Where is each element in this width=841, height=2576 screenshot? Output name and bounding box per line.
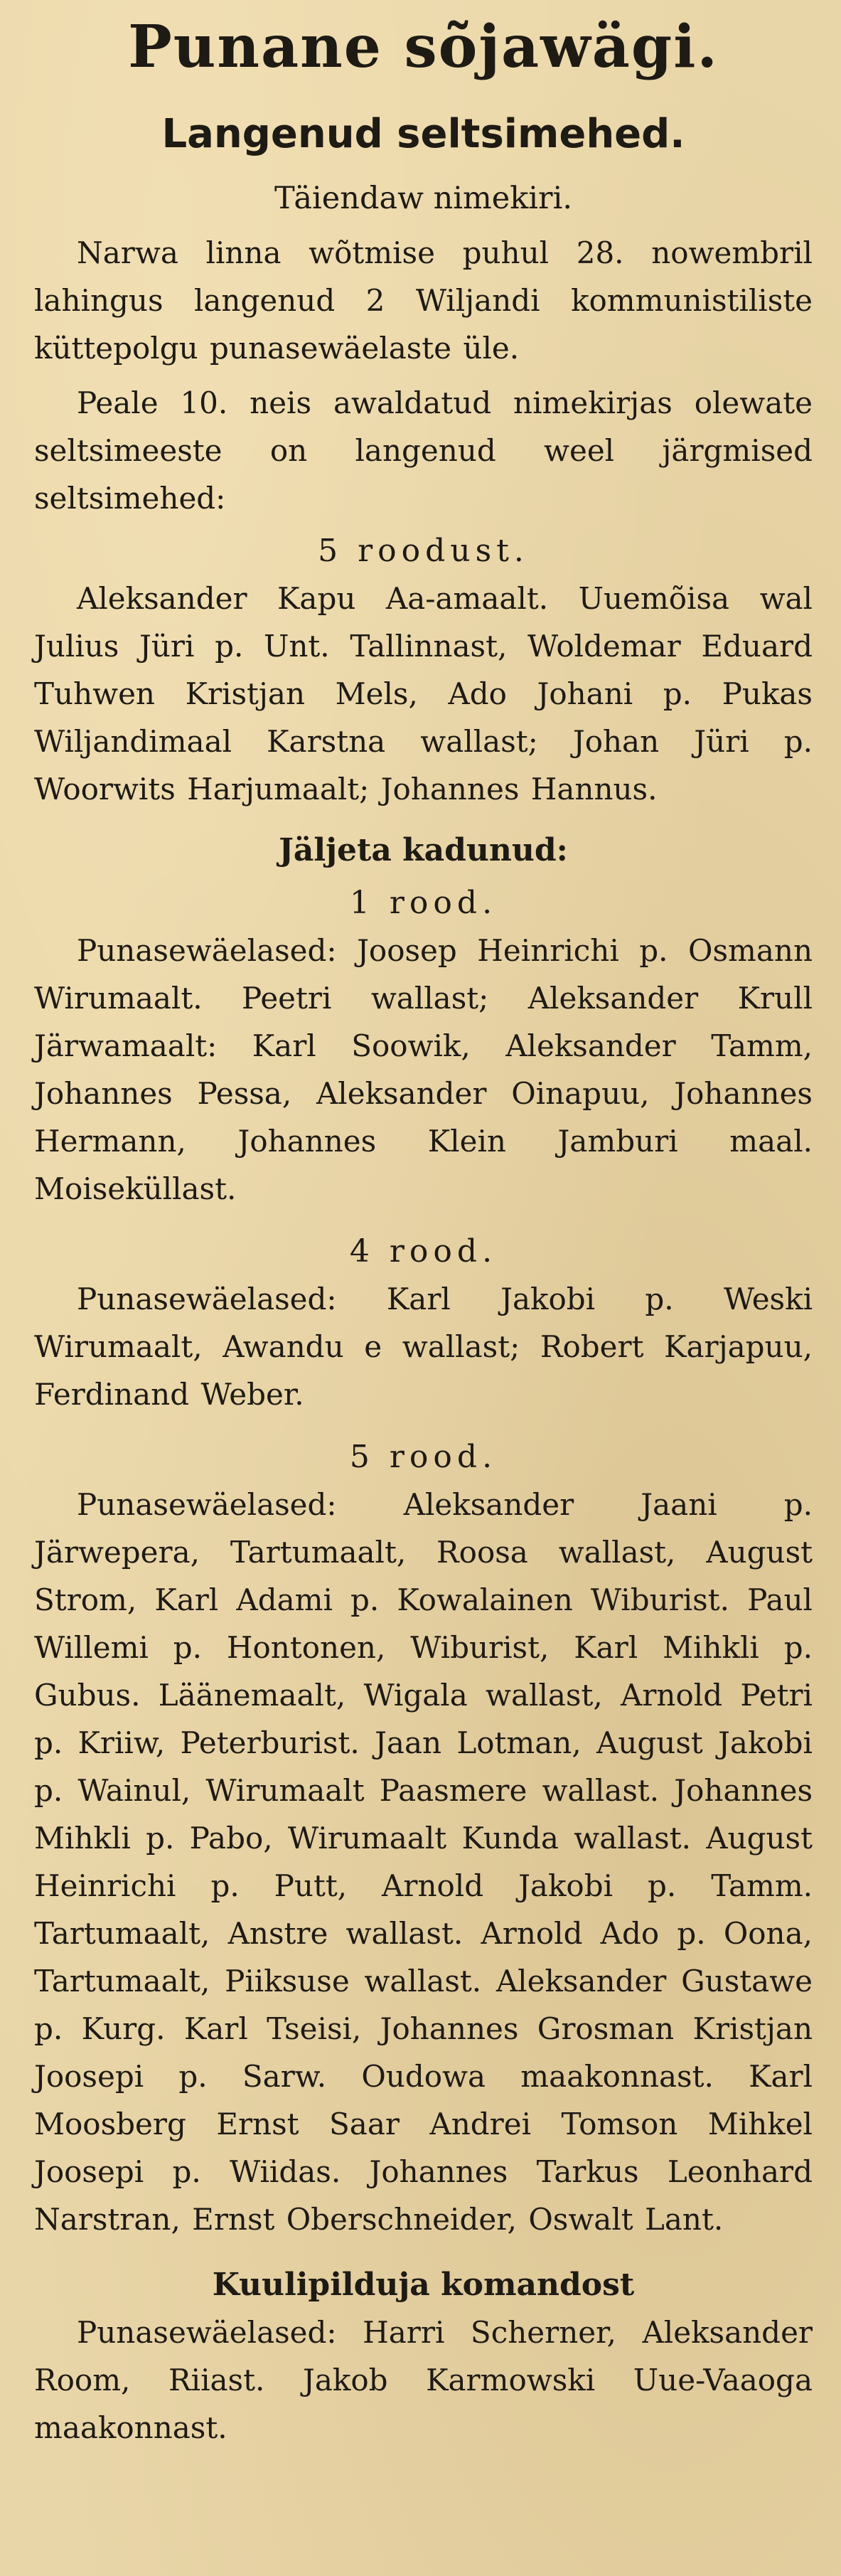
list-paragraph: Punasewäelased: Aleksander Jaani p. Järwepera, Tartumaalt, Roosa wallast, August Strom, Karl Adami p. Kowalainen Wiburist. Paul Willemi p. Hontonen, Wiburist, Karl Mihkli p. Gubus. Läänemaalt, Wigala wallast, Arnold Petri p. Kriiw, Peterburist. Jaan Lotman, August Jakobi p. Wainul, Wirumaalt Paasmere wallast. Johannes Mihkli p. Pabo, Wirumaalt Kunda wallast. August Heinrichi p. Putt, Arnold Jakobi p. Tamm. Tartumaalt, Anstre wallast. Arnold Ado p. Oona, Tartumaalt, Piiksuse wallast. Aleksander Gustawe p. Kurg. Karl Tseisi, Johannes Grosman Kristjan Joosepi p. Sarw. Oudowa maakonnast. Karl Moosberg Ernst Saar Andrei Tomson Mihkel Joosepi p. Wiidas. Johannes Tarkus Leonhard Narstran, Ernst Oberschneider, Oswalt Lant. <box>34 1487 813 2237</box>
list-paragraph: Punasewäelased: Karl Jakobi p. Weski Wirumaalt, Awandu e wallast; Robert Karjapuu, Ferdinand Weber. <box>34 1282 813 1412</box>
section-heading: 5 roodust. <box>318 533 529 569</box>
list-paragraph: Punasewäelased: Joosep Heinrichi p. Osmann Wirumaalt. Peetri wallast; Aleksander Krull Järwamaalt: Karl Soowik, Aleksander Tamm, Johannes Pessa, Aleksander Oinapuu, Johannes Hermann, Johannes Klein Jamburi maal. Moiseküllast. <box>34 933 813 1206</box>
masthead: Punane sõjawägi. <box>128 13 719 81</box>
article-headline: Langenud seltsimehed. <box>161 111 685 157</box>
article-subtitle: Täiendaw nimekiri. <box>274 181 573 216</box>
section-heading-missing: Jäljeta kadunud: <box>279 832 568 868</box>
list-paragraph: Punasewäelased: Harri Scherner, Aleksander Room, Riiast. Jakob Karmowski Uue-Vaaoga maakonnast. <box>34 2315 813 2445</box>
intro-paragraph-2: Peale 10. neis awaldatud nimekirjas olewate seltsimeeste on langenud weel järgmised seltsimehed: <box>34 385 813 516</box>
section-heading: 4 rood. <box>349 1233 498 1270</box>
section-heading: 1 rood. <box>349 885 498 921</box>
intro-paragraph: Narwa linna wõtmise puhul 28. nowembril lahingus langenud 2 Wiljandi kommunistiliste küttepolgu punasewäelaste üle. <box>34 235 813 366</box>
section-heading-machinegun: Kuulipilduja komandost <box>212 2267 635 2303</box>
section-heading: 5 rood. <box>349 1439 498 1475</box>
list-paragraph: Aleksander Kapu Aa-amaalt. Uuemõisa wal Julius Jüri p. Unt. Tallinnast, Woldemar Eduard Tuhwen Kristjan Mels, Ado Johani p. Pukas Wiljandimaal Karstna wallast; Johan Jüri p. Woorwits Harjumaalt; Johannes Hannus. <box>34 581 813 807</box>
